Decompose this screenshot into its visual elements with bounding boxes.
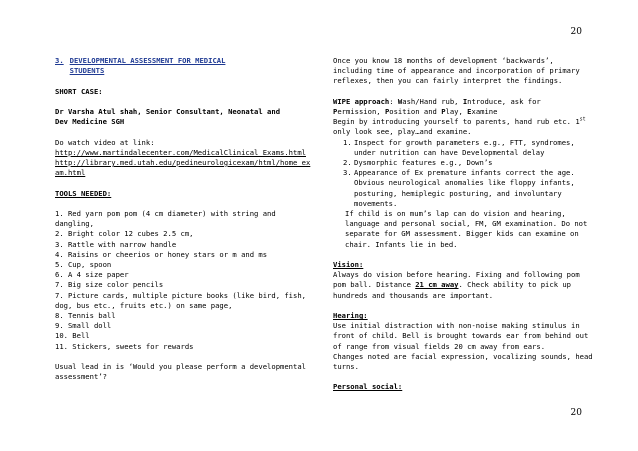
author-line1: Dr Varsha Atul shah, Senior Consultant, Neonatal and: [55, 106, 281, 116]
wipe-p-rest: ermission,: [337, 107, 385, 116]
tool-item: 5. Cup, spoon: [55, 259, 112, 269]
video-label: Do watch video at link:: [55, 137, 155, 147]
tools-list: [55, 209, 311, 352]
vision-paragraph: [333, 270, 595, 301]
wipe-e-rest: xamine: [471, 107, 498, 116]
wipe-w-rest: ash/Hand rub,: [402, 96, 463, 106]
list-item: [333, 168, 595, 209]
step-number: 1.: [343, 137, 352, 147]
wipe-letter-i: I: [462, 96, 468, 106]
vision-text1: Always do vision before hearing. Fixing and following pom pom ball. Distance: [333, 270, 580, 290]
link-utah[interactable]: http://library.med.utah.edu/pedineurologicexam/html/home_exam.html: [55, 157, 311, 178]
tools-heading: TOOLS NEEDED:: [55, 188, 112, 198]
begin-text: Begin by introducing yourself to parents, hand rub etc. 1: [333, 117, 580, 127]
list-item: [333, 138, 595, 158]
right-column: [333, 56, 595, 393]
tool-item: 2. Bright color 12 cubes 2.5 cm,: [55, 229, 194, 239]
tool-item: 7. Big size color pencils: [55, 280, 164, 290]
link-martindale[interactable]: http://www.martindalecenter.com/MedicalClinical_Exams.html: [55, 147, 306, 157]
tool-item: 10. Bell: [55, 331, 90, 341]
step-number: 3.: [343, 168, 352, 178]
wipe-label: WIPE approach: [333, 96, 390, 106]
short-case-label: SHORT CASE:: [55, 86, 103, 96]
step-text: Dysmorphic features e.g., Down’s: [354, 158, 493, 168]
intro-paragraph: Once you know 18 months of development ‘backwards’, including time of appearance and incorporation of primary reflexes, then you can fairly interpret the findings.: [333, 56, 580, 86]
wipe-paragraph: WIPE approach: Wash/Hand rub, Introduce, ask for Permission, Position and Play, Examine: [333, 96, 541, 116]
hearing-paragraph2: Changes noted are facial expression, vocalizing sounds, head turns.: [333, 351, 593, 372]
wipe-letter-e: E: [467, 107, 472, 116]
wipe-p2-rest: osition and: [389, 107, 442, 116]
begin-paragraph: [333, 117, 595, 137]
tool-item: 6. A 4 size paper: [55, 270, 129, 280]
left-column: [55, 56, 311, 382]
tool-item: 1. Red yarn pom pom (4 cm diameter) with string and dangling,: [55, 208, 276, 229]
tool-item: 9. Small doll: [55, 321, 112, 331]
page-number-bottom: 20: [570, 408, 582, 418]
tool-item: 11. Stickers, sweets for rewards: [55, 341, 194, 351]
hearing-heading: Hearing:: [333, 311, 368, 321]
wipe-letter-w: W: [397, 96, 403, 106]
section-heading: [55, 56, 311, 76]
section-title-line1: DEVELOPMENTAL ASSESSMENT FOR MEDICAL: [69, 56, 226, 65]
list-item: [333, 158, 595, 168]
wipe-letter-p2: P: [384, 107, 390, 116]
mum-lap-paragraph: If child is on mum’s lap can do vision and hearing, language and personal social, FM, GM examination. Do not separate for GM assessment. Bigger kids can examine on chair. Infants lie in bed.: [345, 209, 588, 249]
hearing-paragraph: Use initial distraction with non-noise making stimulus in front of child. Bell is brought towards ear from behind out of range from visual fields 20 cm away from ears.: [333, 321, 589, 351]
section-number: 3.: [55, 56, 64, 65]
vision-heading: Vision:: [333, 260, 364, 270]
step-number: 2.: [343, 158, 352, 168]
tool-item: 4. Raisins or cheerios or honey stars or m and ms: [55, 249, 268, 259]
wipe-i-rest: ntroduce, ask for: [467, 96, 541, 106]
step-text: Appearance of Ex premature infants correct the age. Obvious neurological anomalies like floppy infants, posturing, hemiplegic posturing, and involuntary movements.: [354, 168, 575, 208]
step-text: Inspect for growth parameters e.g., FTT, syndromes, under nutrition can have Developmental delay: [354, 137, 575, 157]
author-line2: Dev Medicine SGH: [55, 117, 125, 127]
begin-text2: only look see, play…and examine.: [333, 127, 472, 137]
section-title-line2: STUDENTS: [69, 66, 105, 76]
personal-social-heading: Personal social:: [333, 382, 403, 392]
wipe-letter-p: P: [333, 107, 338, 116]
tool-item: 7. Picture cards, multiple picture books (like bird, fish, dog, bus etc., fruits etc.) on same page,: [55, 290, 306, 310]
wipe-letter-p3: P: [441, 107, 446, 116]
tool-item: 3. Rattle with narrow handle: [55, 239, 177, 249]
page-number-top: 20: [570, 27, 582, 37]
vision-text2: . Check ability to pick up hundreds and thousands are important.: [333, 280, 572, 300]
lead-in-text: Usual lead in is ‘Would you please perform a developmental assessment’?: [55, 362, 306, 382]
begin-sup: st: [579, 116, 586, 123]
vision-distance: 21 cm away: [415, 280, 459, 290]
tool-item: 8. Tennis ball: [55, 311, 116, 320]
wipe-p3-rest: lay,: [445, 107, 468, 116]
steps-list: [333, 138, 595, 209]
